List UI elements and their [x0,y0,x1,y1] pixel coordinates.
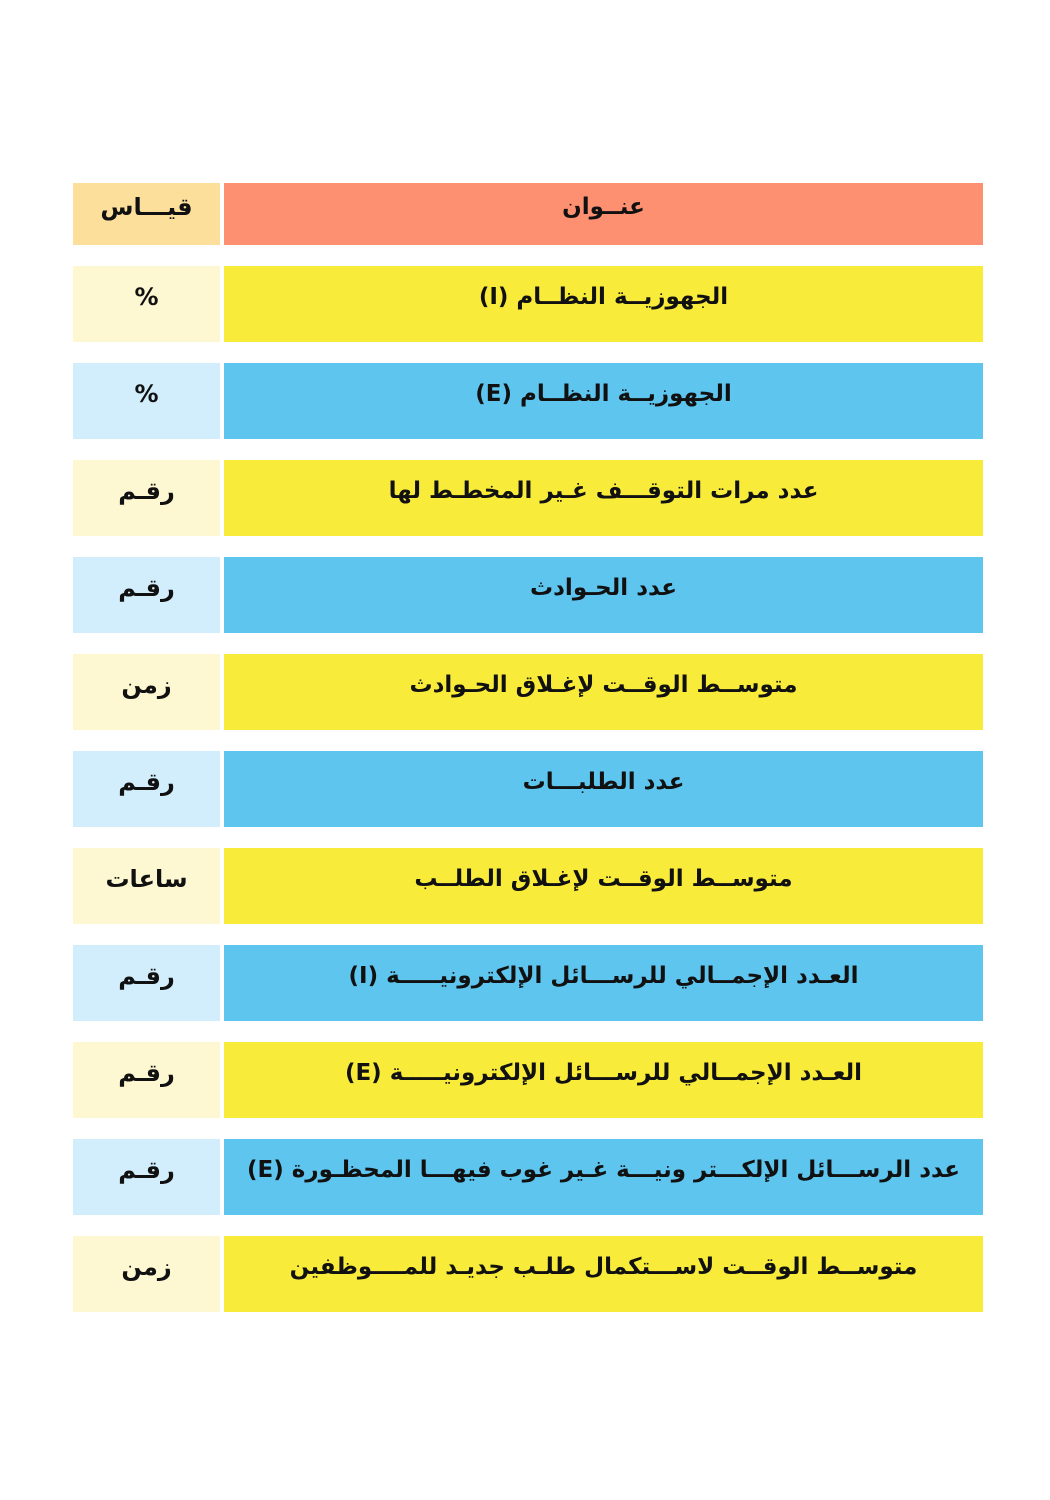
title-value: عدد الحـوادث [530,575,677,601]
measure-cell [73,1139,220,1215]
measure-cell [73,848,220,924]
kpi-table [73,183,983,1333]
measure-value: زمن [121,1253,172,1281]
measure-value: رقـم [118,962,175,990]
table-row [73,460,983,536]
title-value: الجهوزيــة النظــام (E) [475,381,732,407]
measure-value: رقـم [118,768,175,796]
title-cell [224,945,983,1021]
header-title-label: عنــوان [562,194,645,220]
measure-value: زمن [121,671,172,699]
table-row [73,363,983,439]
title-value: الجهوزيــة النظــام (I) [478,284,729,310]
measure-value: ساعات [105,865,188,893]
title-value: عدد الطلبـــات [522,769,685,795]
title-cell [224,266,983,342]
title-value: عدد الرســـائل الإلكـــتر ونيـــة غـير غوب فيهـــا المحظـورة (E) [247,1157,960,1183]
table-row [73,1139,983,1215]
header-measure-label: قيـــاس [100,193,193,221]
title-value: العـدد الإجمــالي للرســـائل الإلكترونيـــــة (E) [344,1060,863,1086]
table-row [73,654,983,730]
table-row [73,1236,983,1312]
measure-cell [73,1236,220,1312]
title-cell [224,1042,983,1118]
title-cell [224,751,983,827]
title-cell [224,363,983,439]
table-row [73,751,983,827]
measure-cell [73,557,220,633]
measure-value: رقـم [118,477,175,505]
title-cell [224,848,983,924]
header-measure-cell [73,183,220,245]
title-value: العـدد الإجمــالي للرســـائل الإلكترونيـــــة (I) [348,963,859,989]
measure-value: % [134,283,159,311]
table-row [73,1042,983,1118]
measure-cell [73,751,220,827]
measure-cell [73,1042,220,1118]
title-cell [224,654,983,730]
header-title-cell [224,183,983,245]
title-value: متوســط الوقــت لإغـلاق الطلــب [414,866,793,892]
table-row [73,848,983,924]
table-row [73,945,983,1021]
measure-cell [73,654,220,730]
title-value: متوســط الوقــت لاســـتكمال طلـب جديـد للمــــوظفين [289,1254,918,1280]
title-cell [224,557,983,633]
measure-cell [73,266,220,342]
table-header [73,183,983,245]
title-cell [224,1236,983,1312]
measure-value: % [134,380,159,408]
title-value: عدد مرات التوقـــف غـير المخطـط لها [388,478,819,504]
measure-cell [73,363,220,439]
title-cell [224,1139,983,1215]
measure-value: رقـم [118,1156,175,1184]
table-row [73,557,983,633]
title-value: متوســط الوقــت لإغـلاق الحـوادث [409,672,798,698]
table-row [73,266,983,342]
title-cell [224,460,983,536]
measure-cell [73,945,220,1021]
measure-value: رقـم [118,574,175,602]
measure-cell [73,460,220,536]
measure-value: رقـم [118,1059,175,1087]
